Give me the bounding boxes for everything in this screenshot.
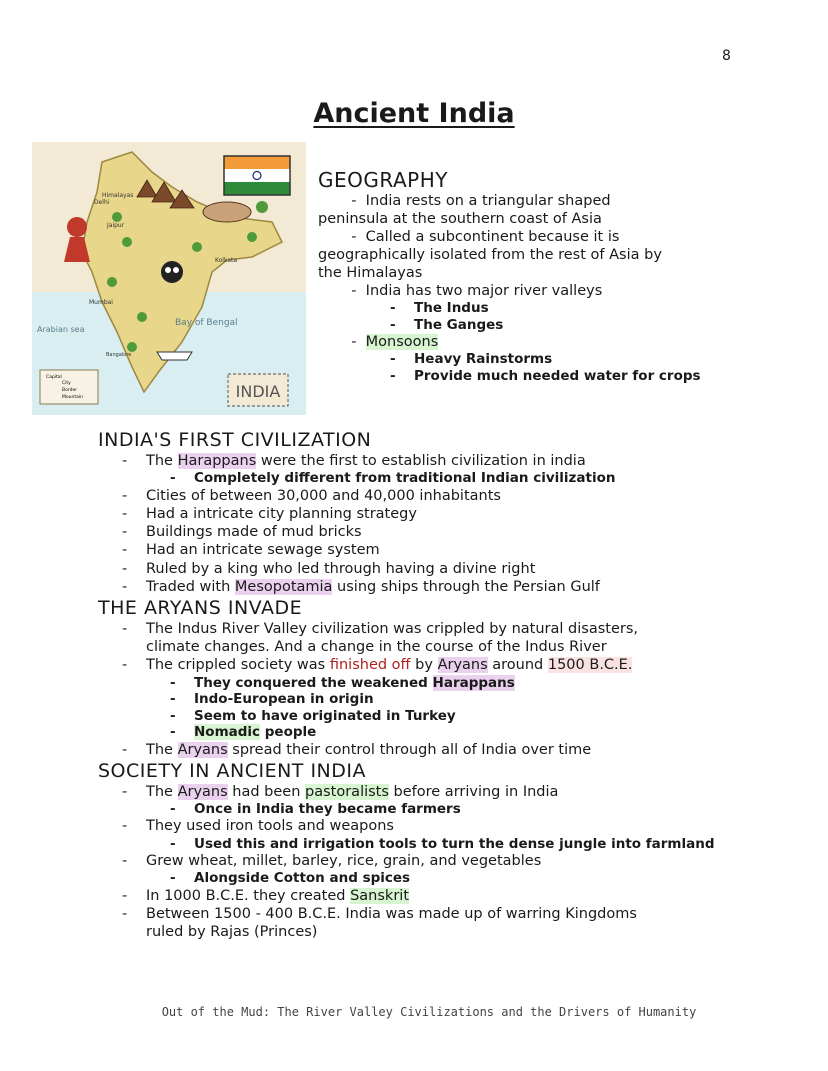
svg-text:Border: Border bbox=[62, 388, 78, 393]
india-flag-icon bbox=[224, 156, 290, 195]
label-himalayas: Himalayas bbox=[102, 192, 134, 199]
aryans-heading: THE ARYANS INVADE bbox=[98, 596, 303, 619]
society-heading: SOCIETY IN ANCIENT INDIA bbox=[98, 759, 366, 782]
geo-sub-rainstorms: - Heavy Rainstorms bbox=[318, 351, 748, 368]
geo-sub-ganges: - The Ganges bbox=[318, 317, 748, 334]
page-number: 8 bbox=[722, 48, 731, 64]
geography-heading: GEOGRAPHY bbox=[318, 168, 448, 192]
svg-text:City: City bbox=[62, 381, 71, 386]
label-bay-of-bengal: Bay of Bengal bbox=[175, 318, 238, 328]
label-jaipur: Jaipur bbox=[107, 222, 125, 229]
label-bangalore: Bangalore bbox=[106, 352, 132, 358]
label-delhi: Delhi bbox=[94, 199, 110, 206]
geo-point-3: - India has two major river valleys bbox=[342, 283, 603, 299]
geo-point-4: - Monsoons bbox=[342, 334, 439, 350]
geography-section: GEOGRAPHY - India rests on a triangular shaped peninsula at the southern coast of Asia - Called a subcontinent because it is geographically isolated from the rest of Asia by the Himalayas - India has two major river valleys - The Indus - The Ganges - Monsoons - Heavy Rainstorms - Provide much needed water for crops bbox=[318, 168, 748, 384]
svg-text:Mountain: Mountain bbox=[62, 395, 83, 400]
page-footer: Out of the Mud: The River Valley Civilizations and the Drivers of Humanity bbox=[161, 1005, 697, 1019]
label-kolkata: Kolkata bbox=[215, 257, 238, 264]
india-map-illustration bbox=[32, 142, 306, 415]
label-arabian-sea: Arabian sea bbox=[37, 325, 85, 334]
geo-point-2: - Called a subcontinent because it is bbox=[342, 229, 620, 245]
page-title: Ancient India bbox=[313, 98, 515, 129]
label-mumbai: Mumbai bbox=[89, 299, 113, 306]
boat-icon bbox=[157, 352, 192, 360]
geo-sub-indus: - The Indus bbox=[318, 300, 748, 317]
mask-icon bbox=[161, 261, 183, 283]
ox-icon bbox=[203, 202, 251, 222]
dancer-icon bbox=[67, 217, 87, 237]
geo-sub-water: - Provide much needed water for crops bbox=[318, 368, 748, 385]
geo-point-1: - India rests on a triangular shaped bbox=[342, 193, 611, 209]
svg-text:Capital: Capital bbox=[46, 375, 62, 380]
map-legend bbox=[40, 370, 98, 404]
first-civ-heading: INDIA'S FIRST CIVILIZATION bbox=[98, 429, 372, 451]
map-title-label: INDIA bbox=[235, 382, 281, 401]
body-sections: INDIA'S FIRST CIVILIZATION - The Harappans were the first to establish civilization in india - Completely different from traditional Indian civilization - Cities of between 30,000 and 40,000 inhabitants - Had a intricate city planning strategy - Buildings made of mud bricks - Had an intricate sewage system - Ruled by a king who led through having a divine right - Traded with Mesopotamia using ships through the Persian Gulf THE ARYANS INVADE - The Indus River Valley civilization was crippled by natural disasters, climate changes. And a change in the course of the Indus River - The crippled society was finished off by Aryans around 1500 B.C.E. - They conquered the weakened Harappans - Indo-European in origin - Seem to have originated in Turkey - Nomadic people - The Aryans spread their control through all of India over time SOCIETY IN ANCIENT INDIA - The Aryans had been pastoralists before arriving in India - Once in India they became farmers - They used iron tools and weapons - Used this and irrigation tools to turn the dense jungle into farmland - Grew wheat, millet, barley, rice, grain, and vegetables - Alongside Cotton and spices - In 1000 B.C.E. they created Sanskrit - Between 1500 - 400 B.C.E. India was made up of warring Kingdoms ruled by Rajas (Princes) bbox=[98, 428, 798, 941]
